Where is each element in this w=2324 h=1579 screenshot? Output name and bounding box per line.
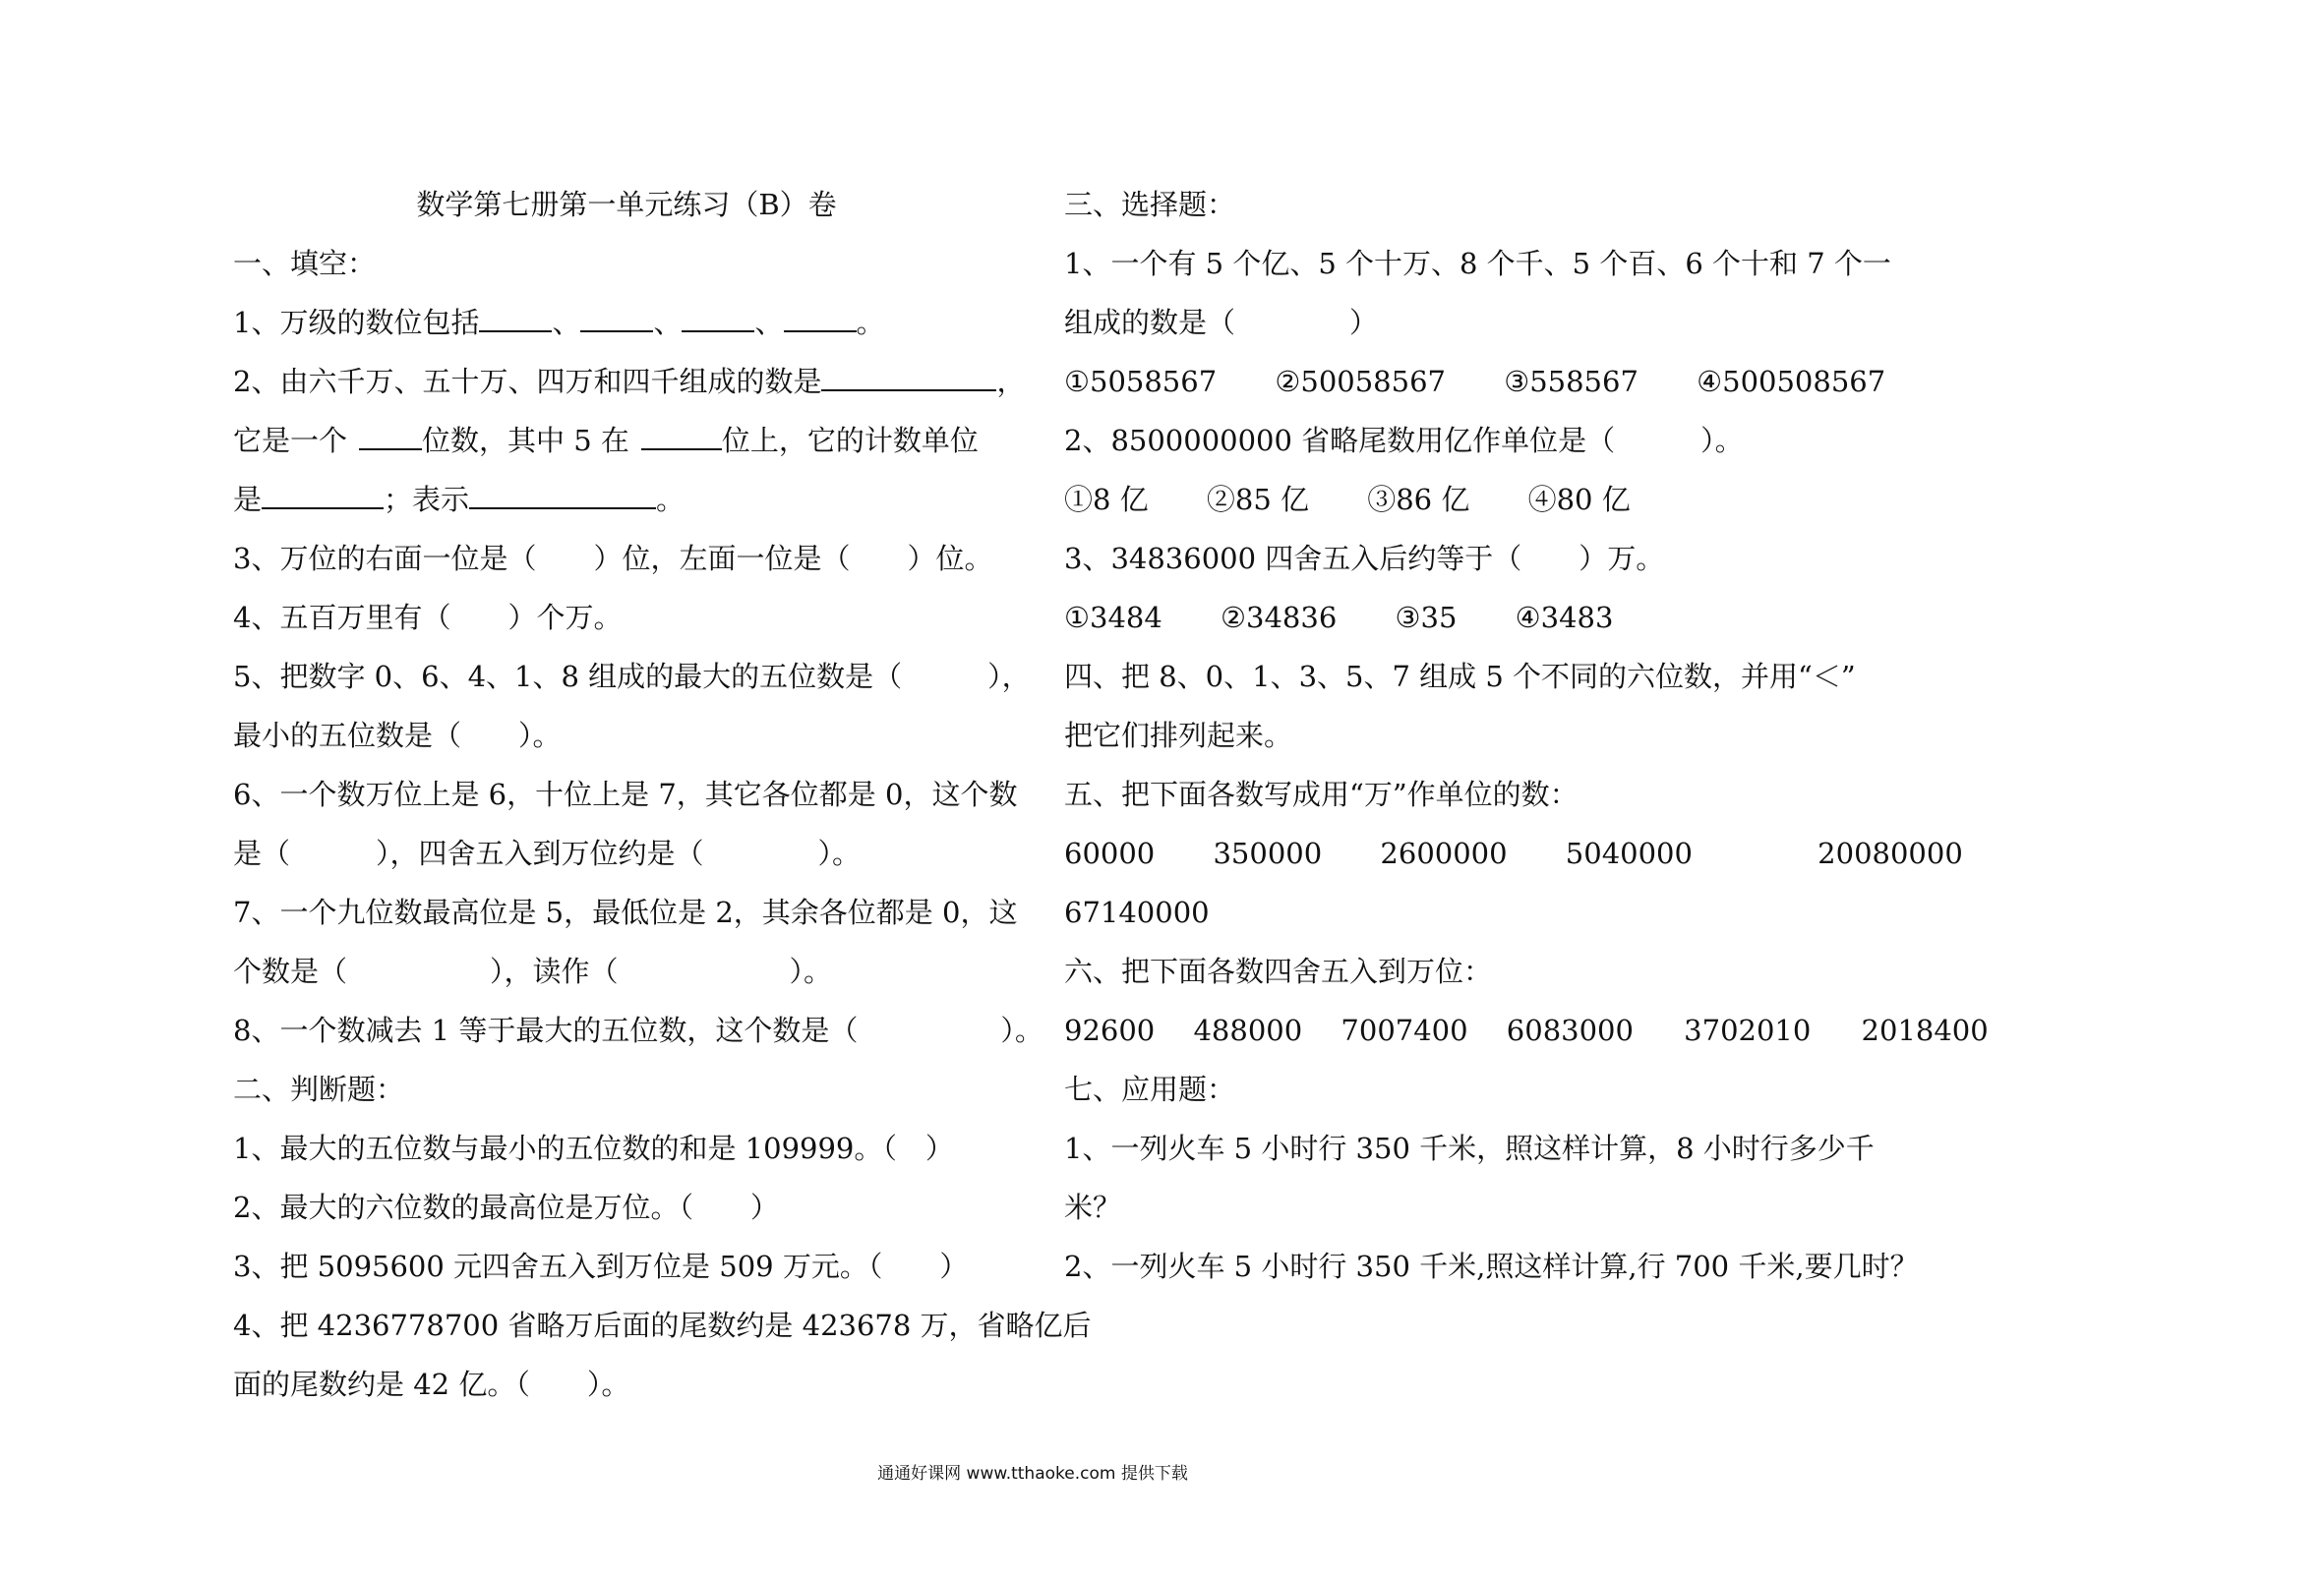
answer-blank[interactable] <box>469 479 656 509</box>
option[interactable]: ③558567 <box>1504 365 1639 398</box>
choice-1-cont: 组成的数是（ ） <box>1064 306 1379 339</box>
section-arrange: 四、把 8、0、1、3、5、7 组成 5 个不同的六位数，并用“＜” <box>1064 660 1856 693</box>
section-convert-wan: 五、把下面各数写成用“万”作单位的数： <box>1064 778 1579 811</box>
section-judgement: 二、判断题： <box>233 1073 405 1106</box>
section-choice: 三、选择题： <box>1064 188 1236 221</box>
answer-blank[interactable] <box>479 302 552 332</box>
section-arrange-cont: 把它们排列起来。 <box>1064 719 1293 752</box>
number-item: 60000 <box>1064 837 1156 870</box>
question-2: 2、由六千万、五十万、四万和四千组成的数是 ， <box>233 352 1020 411</box>
option[interactable]: ②34836 <box>1221 601 1338 634</box>
question-8: 8、一个数减去 1 等于最大的五位数，这个数是（ ）。 <box>233 1014 1043 1047</box>
question-7-cont: 个数是（ ），读作（ ）。 <box>233 955 833 988</box>
choice-2-options <box>1064 470 1861 529</box>
choice-2: 2、8500000000 省略尾数用亿作单位是（ ）。 <box>1064 424 1744 457</box>
right-column <box>1064 175 1989 1296</box>
option[interactable]: ①5058567 <box>1064 365 1218 398</box>
number-item: 350000 <box>1213 837 1323 870</box>
answer-blank[interactable] <box>784 302 857 332</box>
footer-credit: 通通好课网 www.tthaoke.com 提供下载 <box>877 1464 1188 1484</box>
option[interactable]: ①8 亿 <box>1064 483 1149 516</box>
judgement-1: 1、最大的五位数与最小的五位数的和是 109999。（ ） <box>233 1132 954 1165</box>
option[interactable]: ③86 亿 <box>1367 483 1470 516</box>
number-item: 2600000 <box>1380 837 1508 870</box>
option[interactable]: ④500508567 <box>1697 365 1886 398</box>
number-item: 488000 <box>1193 1014 1303 1047</box>
choice-3: 3、34836000 四舍五入后约等于（ ）万。 <box>1064 542 1665 575</box>
option[interactable]: ④80 亿 <box>1527 483 1631 516</box>
answer-blank[interactable] <box>682 302 754 332</box>
answer-blank[interactable] <box>262 479 384 509</box>
question-4: 4、五百万里有（ ）个万。 <box>233 601 623 634</box>
question-3: 3、万位的右面一位是（ ）位，左面一位是（ ）位。 <box>233 542 993 575</box>
answer-blank[interactable] <box>821 361 996 391</box>
judgement-3: 3、把 5095600 元四舍五入到万位是 509 万元。（ ） <box>233 1250 969 1283</box>
answer-blank[interactable] <box>359 420 422 450</box>
answer-blank[interactable] <box>641 420 722 450</box>
choice-1: 1、一个有 5 个亿、5 个十万、8 个千、5 个百、6 个十和 7 个一 <box>1064 247 1891 280</box>
choice-1-options <box>1064 352 1886 411</box>
number-item: 20080000 <box>1817 837 1963 870</box>
choice-3-options <box>1064 588 1861 647</box>
judgement-4: 4、把 4236778700 省略万后面的尾数约是 423678 万，省略亿后 <box>233 1309 1092 1342</box>
option[interactable]: ②85 亿 <box>1206 483 1310 516</box>
section-fill-blank: 一、填空： <box>233 247 377 280</box>
number-item: 2018400 <box>1861 1014 1989 1047</box>
option[interactable]: ③35 <box>1395 601 1458 634</box>
convert-numbers <box>1064 824 1963 883</box>
judgement-2: 2、最大的六位数的最高位是万位。（ ） <box>233 1191 779 1224</box>
option[interactable]: ④3483 <box>1515 601 1614 634</box>
application-1: 1、一列火车 5 小时行 350 千米，照这样计算，8 小时行多少千 <box>1064 1132 1875 1165</box>
question-6: 6、一个数万位上是 6，十位上是 7，其它各位都是 0，这个数 <box>233 778 1018 811</box>
page-title: 数学第七册第一单元练习（B）卷 <box>416 188 837 221</box>
option[interactable]: ②50058567 <box>1275 365 1446 398</box>
number-item: 5040000 <box>1565 837 1693 870</box>
application-1-cont: 米？ <box>1064 1191 1122 1224</box>
question-6-cont: 是（ ），四舍五入到万位约是（ ）。 <box>233 837 862 870</box>
application-2: 2、一列火车 5 小时行 350 千米,照这样计算,行 700 千米,要几时？ <box>1064 1250 1919 1283</box>
rounding-numbers <box>1064 1001 1989 1060</box>
question-1: 1、万级的数位包括 、 、 、 。 <box>233 293 1020 352</box>
option[interactable]: ①3484 <box>1064 601 1162 634</box>
number-item: 3702010 <box>1684 1014 1812 1047</box>
question-2-cont: 它是一个 位数，其中 5 在 位上，它的计数单位 <box>233 411 1020 470</box>
question-5-cont: 最小的五位数是（ ）。 <box>233 719 562 752</box>
question-5: 5、把数字 0、6、4、1、8 组成的最大的五位数是（ ）， <box>233 660 1031 693</box>
number-item: 92600 <box>1064 1014 1156 1047</box>
answer-blank[interactable] <box>580 302 653 332</box>
judgement-4-cont: 面的尾数约是 42 亿。（ ）。 <box>233 1368 630 1401</box>
left-column <box>233 175 1092 1414</box>
number-item: 7007400 <box>1341 1014 1468 1047</box>
question-2-cont2: 是 ；表示 。 <box>233 470 1020 529</box>
question-7: 7、一个九位数最高位是 5，最低位是 2，其余各位都是 0，这 <box>233 896 1018 929</box>
section-rounding: 六、把下面各数四舍五入到万位： <box>1064 955 1493 988</box>
section-application: 七、应用题： <box>1064 1073 1236 1106</box>
convert-number-last: 67140000 <box>1064 896 1210 929</box>
number-item: 6083000 <box>1506 1014 1634 1047</box>
